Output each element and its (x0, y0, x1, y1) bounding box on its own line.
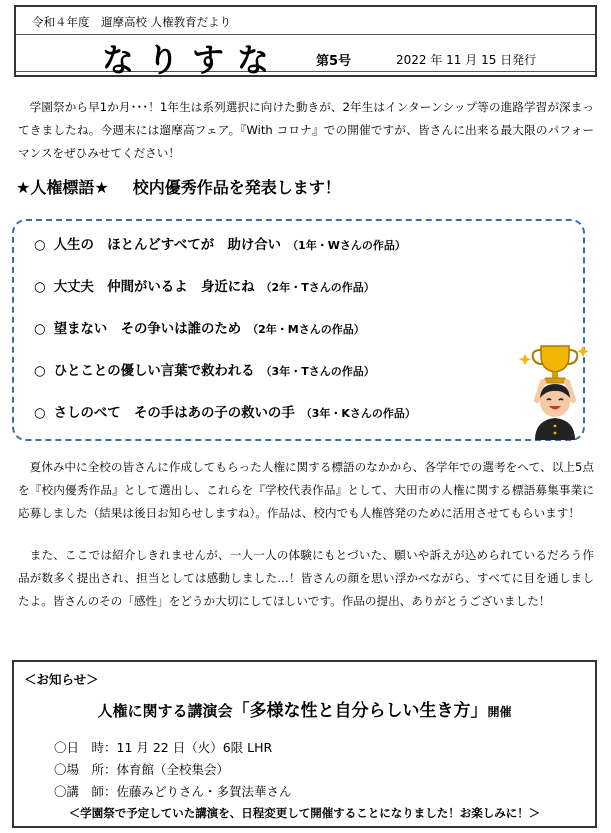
slogan-text: ひとことの優しい言葉で救われる (53, 364, 255, 379)
slogan-credit: （3年・Kさんの作品） (300, 407, 416, 420)
circle-mark: ○ (34, 406, 46, 421)
slogan-text: さしのべて その手はあの子の救いの手 (53, 406, 295, 421)
slogan-item (34, 276, 375, 295)
notice-footer: ＜学園祭で予定していた講演を、日程変更して開催することになりました！お楽しみに！＞ (68, 806, 541, 820)
notice-title-pre: 人権に関する講演会 (97, 702, 233, 720)
circle-mark: ○ (34, 364, 46, 379)
student-face (540, 384, 570, 417)
trophy-illustration-icon (519, 340, 591, 440)
slogan-text: 大丈夫 仲間がいるよ 身近にね (53, 280, 255, 295)
slogan-box (12, 219, 585, 441)
newsletter-title: なりすな (102, 41, 283, 79)
notice-venue: 〇場 所：体育館（全校集会） (54, 762, 230, 777)
newsletter-header (14, 5, 597, 77)
slogan-item (34, 318, 365, 337)
intro-paragraph: 学園祭から早1か月･･･！1年生は系列選択に向けた動きが、2年生はインターンシップ等の進路学習が深まってきましたね。今週末には遛摩高フェア。『With コロナ』での開催ですが、皆さんに出来る最大限のパフォーマンスをぜひみせてください！ (18, 100, 594, 160)
slogan-item (34, 234, 406, 253)
trophy-cup (533, 346, 578, 383)
section-heading (16, 175, 341, 198)
circle-mark: ○ (34, 280, 46, 295)
slogan-credit: （1年・Wさんの作品） (287, 239, 406, 252)
notice-title (14, 696, 595, 721)
notice-title-main: 「多様な性と自分らしい生き方」 (232, 701, 488, 721)
section-heading-right: 校内優秀作品を発表します！ (132, 178, 341, 197)
issue-number: 第5号 (316, 54, 352, 69)
slogan-item (34, 402, 416, 421)
body-paragraph-thanks: また、ここでは紹介しきれませんが、一人一人の体験にもとづいた、願いや訴えが込められているだろう作品が数多く提出され、担当としては感動しました…！皆さんの顔を思い浮かべながら、すべてに目を通しましたよ。皆さんのその「感性」をどうか大切にしてほしいです。作品の提出、ありがとうございました！ (18, 548, 594, 608)
slogan-credit: （2年・Tさんの作品） (260, 281, 375, 294)
notice-label: ＜お知らせ＞ (24, 672, 99, 687)
slogan-text: 人生の ほとんどすべてが 助け合い (53, 238, 282, 253)
issue-date: 2022 年 11 月 15 日発行 (396, 53, 537, 67)
slogan-credit: （3年・Tさんの作品） (260, 365, 375, 378)
notice-box (12, 660, 597, 828)
slogan-item (34, 360, 375, 379)
notice-title-post: 開催 (487, 705, 512, 719)
notice-speakers: 〇講 師：佐藤みどりさん・多賀法華さん (54, 784, 292, 799)
body-paragraph-selection: 夏休み中に全校の皆さんに作成してもらった人権に関する標語のなかから、各学年での選考をへて、以上5点を『校内優秀作品』として選出し、これらを『学校代表作品』として、大田市の人権に関する標語募集事業に応募しました（結果は後日お知らせしますね）。作品は、校内でも人権啓発のために活用させてもらいます！ (18, 460, 594, 520)
slogan-text: 望まない その争いは誰のため (53, 322, 242, 337)
header-school-line: 令和４年度 遛摩高校 人権教育だより (32, 15, 232, 29)
slogan-credit: （2年・Mさんの作品） (247, 323, 365, 336)
circle-mark: ○ (34, 322, 46, 337)
notice-datetime: 〇日 時：11 月 22 日（火）6限 LHR (54, 740, 273, 755)
circle-mark: ○ (34, 238, 46, 253)
section-heading-left: ★人権標語★ (16, 178, 109, 197)
